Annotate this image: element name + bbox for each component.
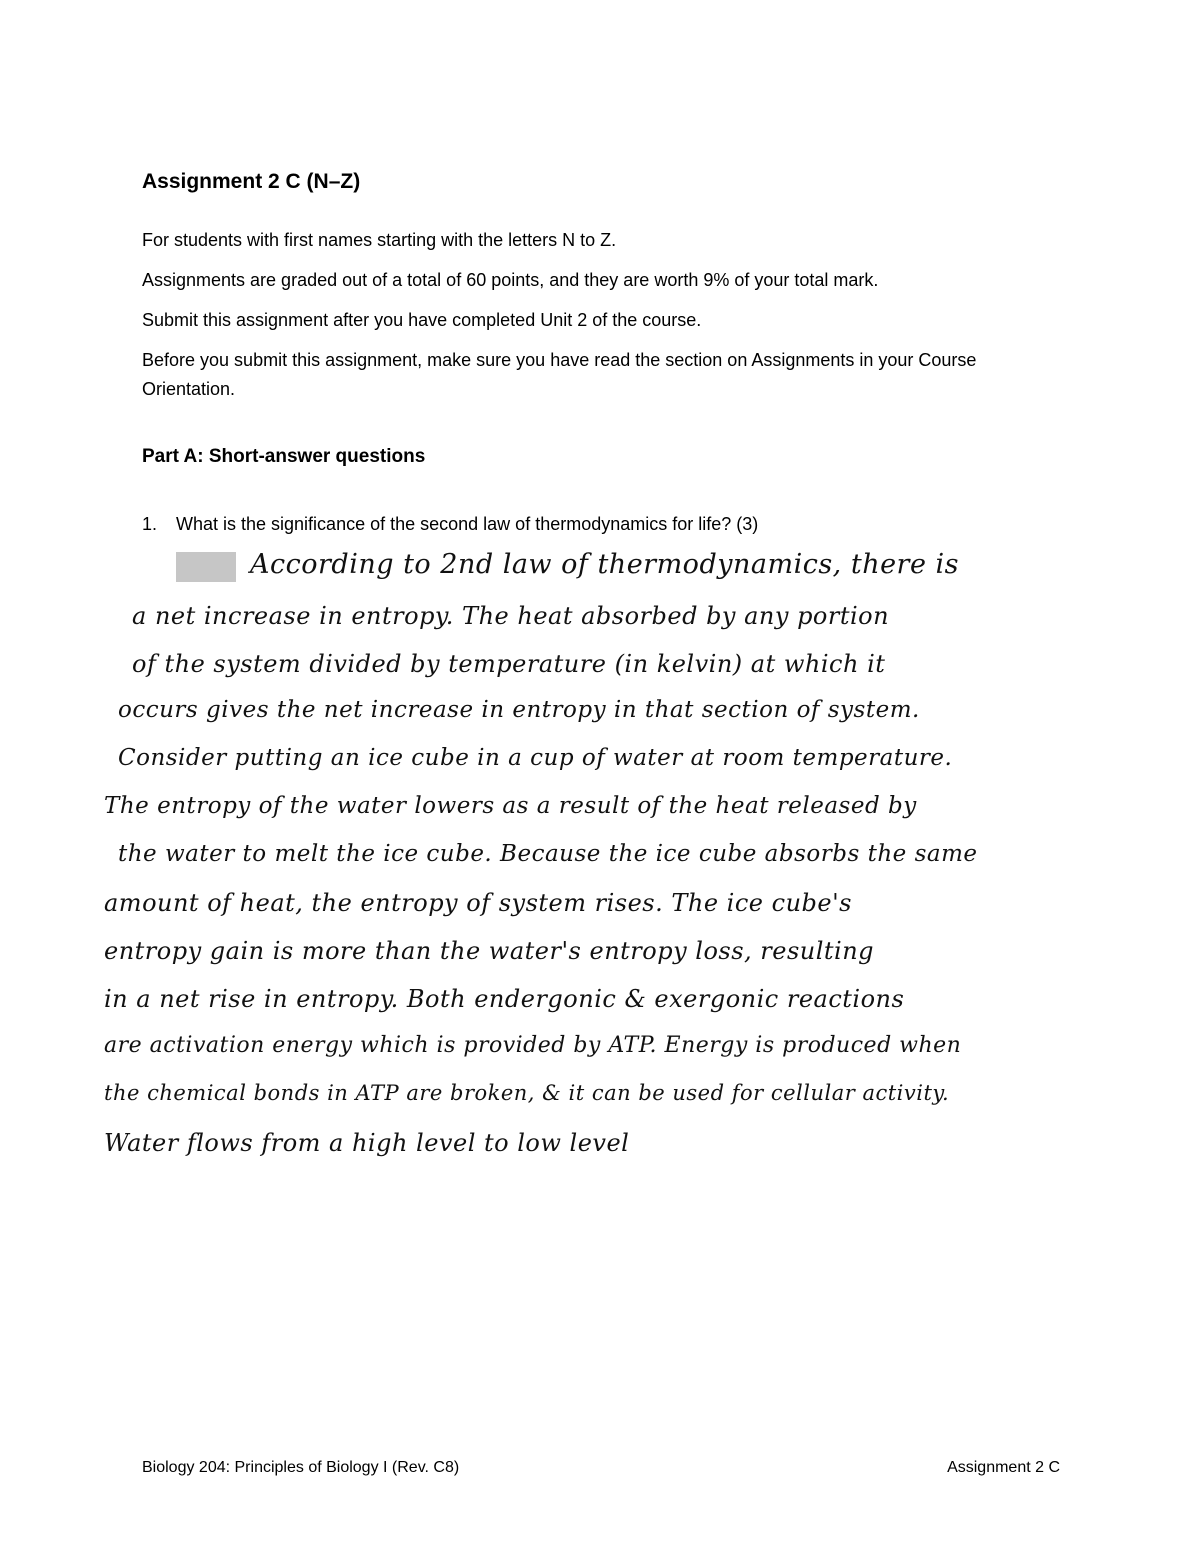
answer-line: According to 2nd law of thermodynamics, there is — [250, 549, 960, 580]
answer-line: in a net rise in entropy. Both endergonic & exergonic reactions — [104, 985, 905, 1013]
footer-assignment: Assignment 2 C — [947, 1459, 1060, 1476]
section-title: Part A: Short-answer questions — [142, 446, 426, 467]
assignment-title: Assignment 2 C (N–Z) — [142, 170, 361, 193]
answer-line: amount of heat, the entropy of system rises. The ice cube's — [104, 889, 852, 917]
answer-line: occurs gives the net increase in entropy in that section of system. — [118, 697, 920, 723]
footer-course: Biology 204: Principles of Biology I (Rev. C8) — [142, 1459, 460, 1476]
answer-line: of the system divided by temperature (in kelvin) at which it — [132, 650, 886, 678]
answer-line: the water to melt the ice cube. Because the ice cube absorbs the same — [118, 841, 978, 867]
question-text: What is the significance of the second law of thermodynamics for life? (3) — [176, 514, 759, 534]
answer-line: a net increase in entropy. The heat absorbed by any portion — [132, 602, 890, 630]
question-1 — [142, 514, 1042, 535]
intro-submission: Submit this assignment after you have completed Unit 2 of the course. — [142, 310, 702, 330]
answer-line: entropy gain is more than the water's entropy loss, resulting — [104, 937, 875, 965]
intro-orientation: Before you submit this assignment, make sure you have read the section on Assignments in your Course Orientation. — [142, 350, 977, 399]
answer-line: the chemical bonds in ATP are broken, & it can be used for cellular activity. — [104, 1081, 950, 1105]
intro-grading: Assignments are graded out of a total of 60 points, and they are worth 9% of your total mark. — [142, 270, 879, 290]
answer-line: Water flows from a high level to low level — [104, 1129, 630, 1157]
answer-line: Consider putting an ice cube in a cup of water at room temperature. — [118, 745, 953, 771]
answer-line: are activation energy which is provided by ATP. Energy is produced when — [104, 1033, 962, 1058]
intro-eligibility: For students with first names starting with the letters N to Z. — [142, 230, 617, 250]
redacted-name-block — [176, 552, 236, 582]
answer-line: The entropy of the water lowers as a result of the heat released by — [104, 793, 917, 819]
question-number: 1. — [142, 514, 158, 534]
